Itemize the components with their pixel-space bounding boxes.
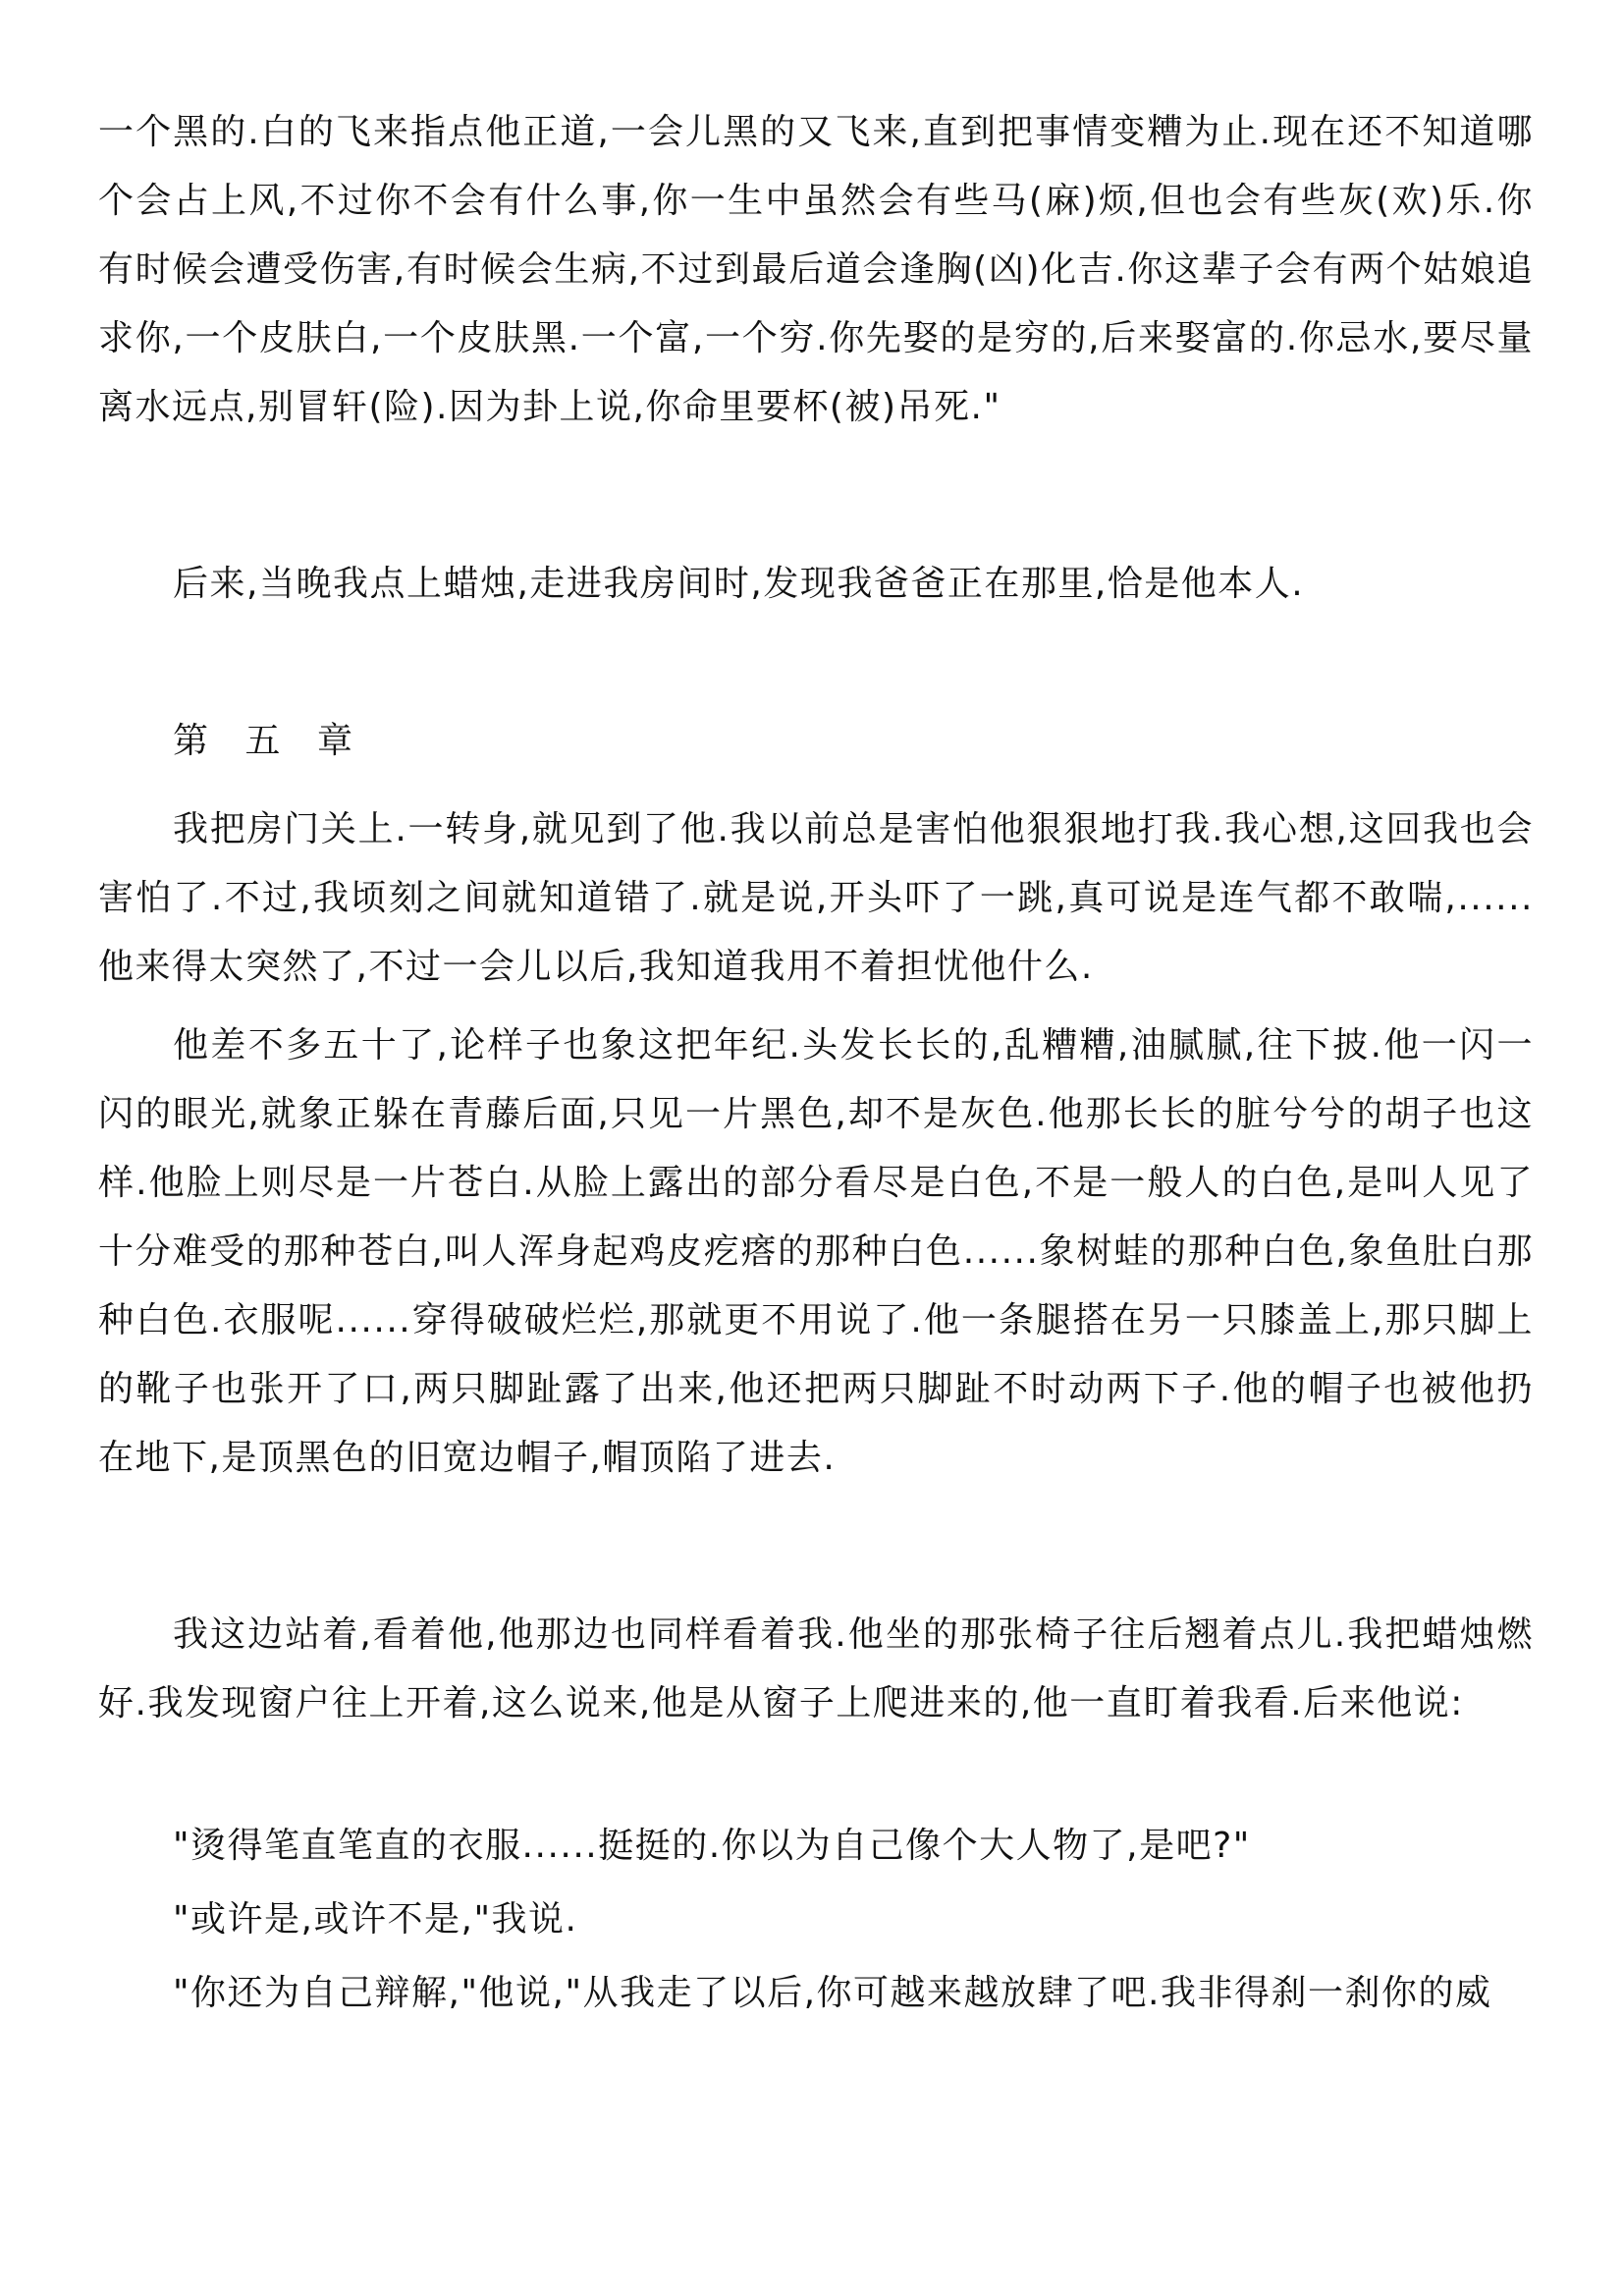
chapter-heading-char-2: 五: [244, 721, 283, 761]
paragraph-dialogue-defend: "你还为自己辩解,"他说,"从我走了以后,你可越来越放肆了吧.我非得刹一刹你的威: [173, 1973, 1492, 2013]
paragraph-staring: 我这边站着,看着他,他那边也同样看着我.他坐的那张椅子往后翘着点儿.我把蜡烛燃好.我发现窗户往上开着,这么说来,他是从窗子上爬进来的,他一直盯着我看.后来他说:: [98, 1614, 1534, 1723]
paragraph-candle-arrival: 后来,当晚我点上蜡烛,走进我房间时,发现我爸爸正在那里,恰是他本人.: [173, 564, 1305, 604]
chapter-heading: [173, 707, 390, 776]
chapter-heading-char-3: 章: [317, 721, 354, 761]
paragraph-dialogue-clothes: "烫得笔直笔直的衣服......挺挺的.你以为自己像个大人物了,是吧?": [173, 1826, 1251, 1866]
paragraph-dialogue-reply: "或许是,或许不是,"我说.: [173, 1899, 578, 1940]
chapter-heading-char-1: 第: [173, 721, 210, 761]
paragraph-fortune-continuation: 一个黑的.白的飞来指点他正道,一会儿黑的又飞来,直到把事情变糟为止.现在还不知道哪个会占上风,不过你不会有什么事,你一生中虽然会有些马(麻)烦,但也会有些灰(欢)乐.你有时候会遭受伤害,有时候会生病,不过到最后道会逢胸(凶)化吉.你这辈子会有两个姑娘追求你,一个皮肤白,一个皮肤黑.一个富,一个穷.你先娶的是穷的,后来娶富的.你忌水,要尽量离水远点,别冒轩(险).因为卦上说,你命里要杯(被)吊死.": [98, 112, 1534, 427]
paragraph-father-appearance: 他差不多五十了,论样子也象这把年纪.头发长长的,乱糟糟,油腻腻,往下披.他一闪一闪的眼光,就象正躲在青藤后面,只见一片黑色,却不是灰色.他那长长的脏兮兮的胡子也这样.他脸上则尽是一片苍白.从脸上露出的部分看尽是白色,不是一般人的白色,是叫人见了十分难受的那种苍白,叫人浑身起鸡皮疙瘩的那种白色......象树蛙的那种白色,象鱼肚白那种白色.衣服呢......穿得破破烂烂,那就更不用说了.他一条腿搭在另一只膝盖上,那只脚上的靴子也张开了口,两只脚趾露了出来,他还把两只脚趾不时动两下子.他的帽子也被他扔在地下,是顶黑色的旧宽边帽子,帽顶陷了进去.: [98, 1025, 1534, 1478]
paragraph-door-closed: 我把房门关上.一转身,就见到了他.我以前总是害怕他狠狠地打我.我心想,这回我也会害怕了.不过,我顷刻之间就知道错了.就是说,开头吓了一跳,真可说是连气都不敢喘,......他来得太突然了,不过一会儿以后,我知道我用不着担忧他什么.: [98, 809, 1534, 987]
